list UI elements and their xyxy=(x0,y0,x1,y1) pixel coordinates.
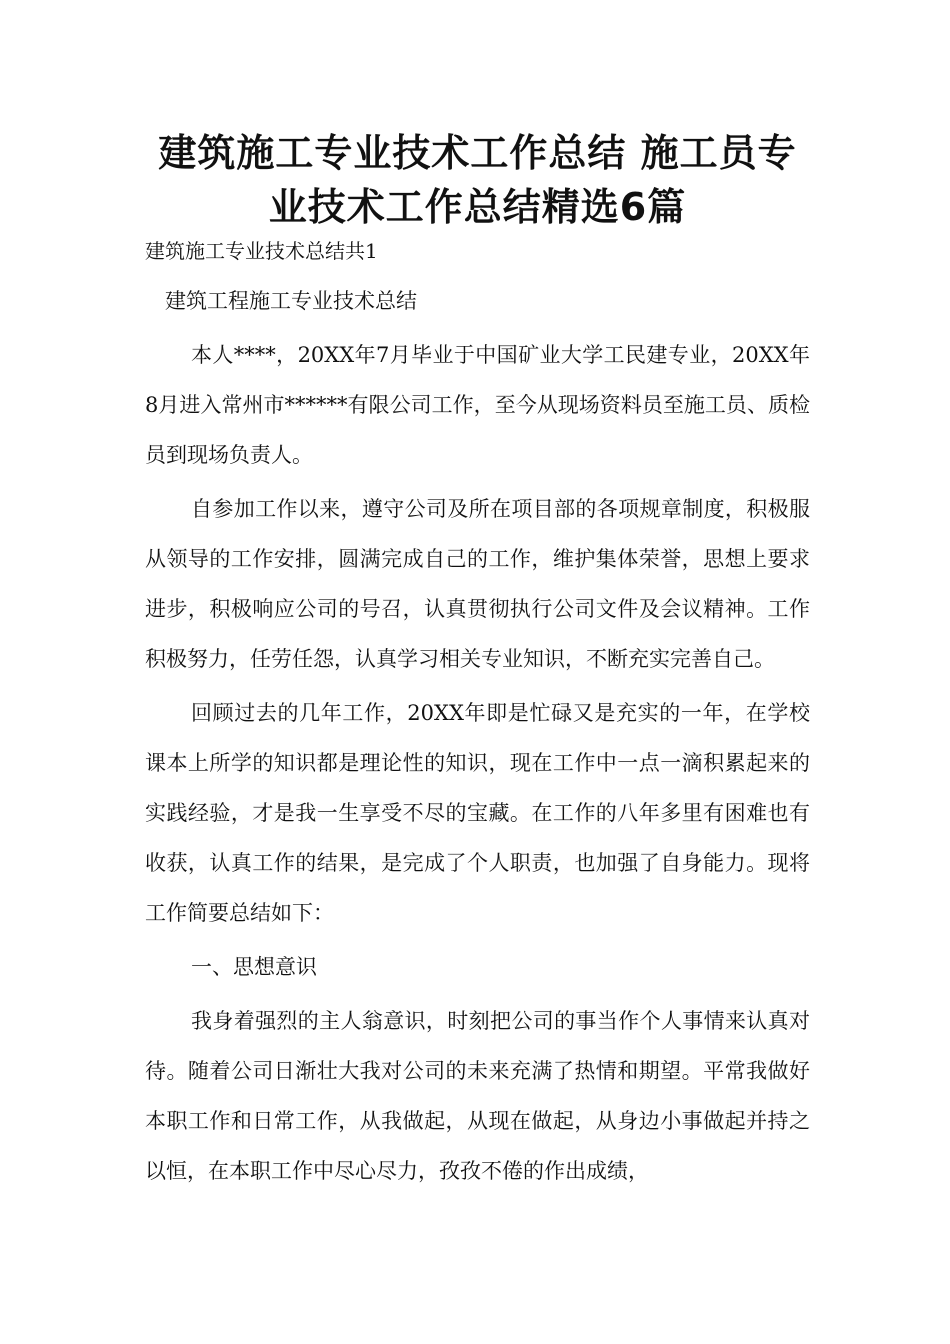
document-title: 建筑施工专业技术工作总结 施工员专业技术工作总结精选6篇 xyxy=(158,131,797,229)
document-subtitle: 建筑施工专业技术总结共1 xyxy=(145,239,378,263)
paragraph-1: 本人****，20XX年7月毕业于中国矿业大学工民建专业，20XX年8月进入常州市******有限公司工作，至今从现场资料员至施工员、质检员到现场负责人。 xyxy=(145,343,810,467)
section-title-thinking: 一、思想意识 xyxy=(191,955,317,979)
paragraph-4: 我身着强烈的主人翁意识，时刻把公司的事当作个人事情来认真对待。随着公司日渐壮大我对公司的未来充满了热情和期望。平常我做好本职工作和日常工作，从我做起，从现在做起，从身边小事做起并持之以恒，在本职工作中尽心尽力，孜孜不倦的作出成绩， xyxy=(145,1009,810,1183)
document-page xyxy=(145,126,810,1196)
paragraph-3: 回顾过去的几年工作，20XX年即是忙碌又是充实的一年，在学校课本上所学的知识都是理论性的知识，现在工作中一点一滴积累起来的实践经验，才是我一生享受不尽的宝藏。在工作的八年多里有困难也有收获，认真工作的结果，是完成了个人职责，也加强了自身能力。现将工作简要总结如下： xyxy=(145,701,810,925)
section-heading: 建筑工程施工专业技术总结 xyxy=(165,289,417,313)
paragraph-2: 自参加工作以来，遵守公司及所在项目部的各项规章制度，积极服从领导的工作安排，圆满完成自己的工作，维护集体荣誉，思想上要求进步，积极响应公司的号召，认真贯彻执行公司文件及会议精神。工作积极努力，任劳任怨，认真学习相关专业知识，不断充实完善自己。 xyxy=(145,497,810,671)
